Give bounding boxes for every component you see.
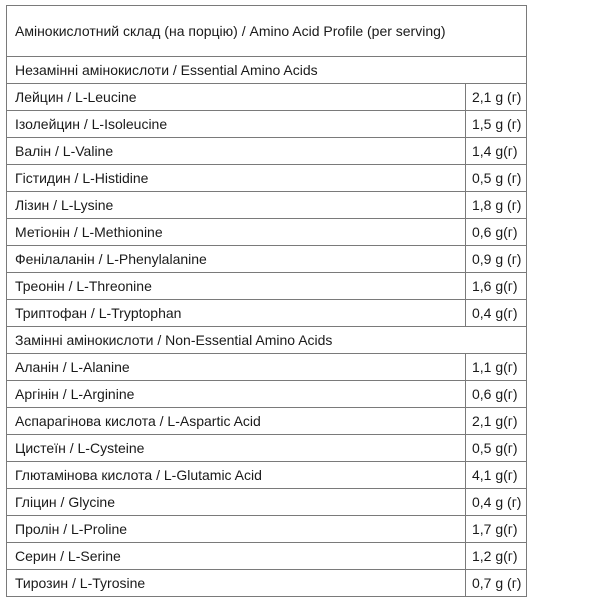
amino-acid-name: Тирозин / L-Tyrosine <box>7 570 466 597</box>
amino-acid-name: Триптофан / L-Tryptophan <box>7 300 466 327</box>
amino-acid-name: Треонін / L-Threonine <box>7 273 466 300</box>
table-row <box>7 111 527 138</box>
table-row <box>7 138 527 165</box>
table-row <box>7 435 527 462</box>
amino-acid-amount: 0,6 g(г) <box>466 381 527 408</box>
amino-acid-amount: 0,4 g(г) <box>466 300 527 327</box>
table-title-row <box>7 6 527 57</box>
amino-acid-amount: 0,5 g(г) <box>466 435 527 462</box>
table-row <box>7 354 527 381</box>
amino-acid-amount: 1,8 g (г) <box>466 192 527 219</box>
amino-acid-amount: 1,6 g(г) <box>466 273 527 300</box>
amino-acid-name: Аланін / L-Alanine <box>7 354 466 381</box>
table-row <box>7 489 527 516</box>
table-row <box>7 219 527 246</box>
amino-acid-amount: 1,5 g (г) <box>466 111 527 138</box>
table-row <box>7 462 527 489</box>
table-row <box>7 273 527 300</box>
amino-acid-amount: 0,6 g(г) <box>466 219 527 246</box>
amino-acid-amount: 1,7 g(г) <box>466 516 527 543</box>
amino-acid-name: Гліцин / Glycine <box>7 489 466 516</box>
table-row <box>7 516 527 543</box>
section-heading-row <box>7 327 527 354</box>
table-row <box>7 192 527 219</box>
section-heading: Замінні амінокислоти / Non-Essential Amino Acids <box>7 327 527 354</box>
table-row <box>7 165 527 192</box>
section-heading-row <box>7 57 527 84</box>
amino-acid-table-body <box>7 6 527 597</box>
amino-acid-name: Валін / L-Valine <box>7 138 466 165</box>
table-row <box>7 381 527 408</box>
amino-acid-name: Аргінін / L-Arginine <box>7 381 466 408</box>
amino-acid-name: Пролін / L-Proline <box>7 516 466 543</box>
amino-acid-name: Аспарагінова кислота / L-Aspartic Acid <box>7 408 466 435</box>
amino-acid-name: Фенілаланін / L-Phenylalanine <box>7 246 466 273</box>
table-row <box>7 570 527 597</box>
table-row <box>7 84 527 111</box>
amino-acid-amount: 4,1 g(г) <box>466 462 527 489</box>
amino-acid-name: Лейцин / L-Leucine <box>7 84 466 111</box>
amino-acid-amount: 0,7 g (г) <box>466 570 527 597</box>
amino-acid-table <box>6 5 527 597</box>
amino-acid-name: Лізин / L-Lysine <box>7 192 466 219</box>
amino-acid-amount: 0,4 g (г) <box>466 489 527 516</box>
amino-acid-amount: 2,1 g(г) <box>466 408 527 435</box>
amino-acid-amount: 2,1 g (г) <box>466 84 527 111</box>
table-row <box>7 543 527 570</box>
table-row <box>7 300 527 327</box>
amino-acid-amount: 1,1 g(г) <box>466 354 527 381</box>
amino-acid-amount: 1,4 g(г) <box>466 138 527 165</box>
amino-acid-amount: 0,5 g (г) <box>466 165 527 192</box>
amino-acid-amount: 1,2 g(г) <box>466 543 527 570</box>
amino-acid-name: Цистеїн / L-Cysteine <box>7 435 466 462</box>
table-row <box>7 246 527 273</box>
amino-acid-amount: 0,9 g (г) <box>466 246 527 273</box>
table-row <box>7 408 527 435</box>
amino-acid-name: Серин / L-Serine <box>7 543 466 570</box>
section-heading: Незамінні амінокислоти / Essential Amino Acids <box>7 57 527 84</box>
table-title: Амінокислотний склад (на порцію) / Amino Acid Profile (per serving) <box>7 6 527 57</box>
amino-acid-name: Глютамінова кислота / L-Glutamic Acid <box>7 462 466 489</box>
amino-acid-name: Ізолейцин / L-Isoleucine <box>7 111 466 138</box>
amino-acid-name: Метіонін / L-Methionine <box>7 219 466 246</box>
amino-acid-name: Гістидин / L-Histidine <box>7 165 466 192</box>
